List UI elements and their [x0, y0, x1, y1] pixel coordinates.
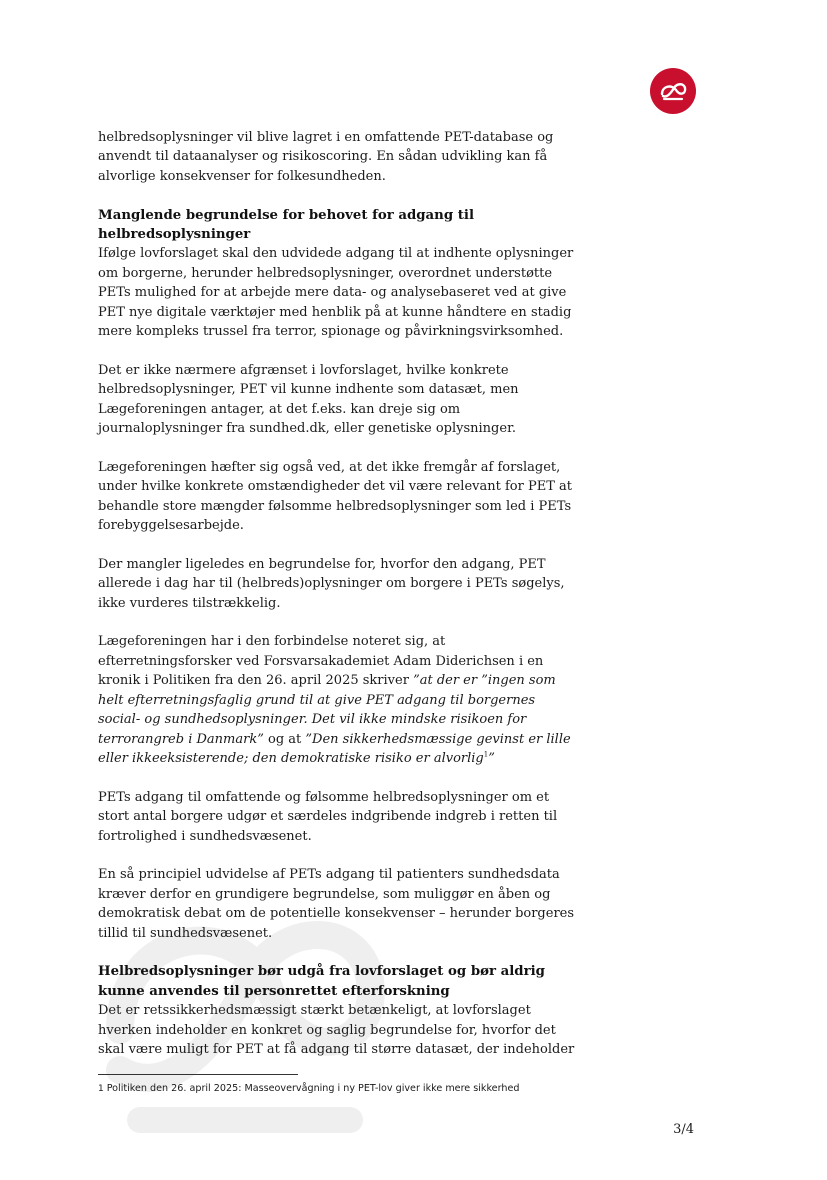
footnote-number: 1	[98, 1084, 104, 1094]
page-number: 3/4	[673, 1122, 694, 1137]
footnote	[98, 1082, 618, 1096]
paragraph: PETs adgang til omfattende og følsomme helbredsoplysninger om et stort antal borgere udgør et særdeles indgribende indgreb i retten til fortrolighed i sundhedsvæsenet.	[98, 789, 558, 844]
document-body	[98, 128, 578, 1079]
paragraph: Det er retssikkerhedsmæssigt stærkt betænkeligt, at lovforslaget hverken indeholder en konkret og saglig begrundelse for, hvorfor det skal være muligt for PET at få adgang til større datasæt, der indeholder	[98, 1003, 575, 1057]
paragraph-with-quote	[98, 632, 578, 768]
footnote-reference: 1	[483, 750, 489, 759]
paragraph: Lægeforeningen hæfter sig også ved, at det ikke fremgår af forslaget, under hvilke konkrete omstændigheder det vil være relevant for PET at behandle store mængder følsomme helbredsoplysninger som led i PETs forebyggelsesarbejde.	[98, 459, 572, 534]
footnote-divider	[98, 1074, 298, 1075]
quote: ”at der er ”ingen som helt efterretningsfaglig grund til at give PET adgang til borgernes social- og sundhedsoplysninger. Det vil ikke mindske risikoen for terrorangreb i Danmark”	[98, 673, 556, 747]
section-heading: Helbredsoplysninger bør udgå fra lovforslaget og bør aldrig kunne anvendes til personrettet efterforskning	[98, 964, 545, 999]
laegeforeningen-logo-icon	[650, 68, 696, 114]
paragraph: Ifølge lovforslaget skal den udvidede adgang til at indhente oplysninger om borgerne, herunder helbredsoplysninger, overordnet understøtte PETs mulighed for at arbejde mere data- og analysebaseret ved at give PET nye digitale værktøjer med henblik på at kunne håndtere en stadig mere kompleks trussel fra terror, spionage og påvirkningsvirksomhed.	[98, 246, 574, 340]
paragraph: helbredsoplysninger vil blive lagret i en omfattende PET-database og anvendt til dataanalyser og risikoscoring. En sådan udvikling kan få alvorlige konsekvenser for folkesundheden.	[98, 130, 554, 184]
quote: ”Den sikkerhedsmæssige gevinst er lille eller ikkeeksisterende; den demokratiske risiko er alvorlig	[98, 731, 571, 766]
quote-end: ”	[488, 750, 495, 766]
paragraph: En så principiel udvidelse af PETs adgang til patienters sundhedsdata kræver derfor en grundigere begrundelse, som muliggør en åben og demokratisk debat om de potentielle konsekvenser – herunder borgeres tillid til sundhedsvæsenet.	[98, 867, 575, 941]
section-heading: Manglende begrundelse for behovet for adgang til helbredsoplysninger	[98, 207, 475, 243]
paragraph-text: og at	[263, 731, 306, 747]
paragraph: Det er ikke nærmere afgrænset i lovforslaget, hvilke konkrete helbredsoplysninger, PET vil kunne indhente som datasæt, men Lægeforeningen antager, at det f.eks. kan dreje sig om journaloplysninger fra sundhed.dk, eller genetiske oplysninger.	[98, 362, 519, 437]
paragraph-text: Lægeforeningen har i den forbindelse noteret sig, at efterretningsforsker ved Forsvarsakademiet Adam Diderichsen i en kronik i Politiken fra den 26. april 2025 skriver	[98, 634, 544, 689]
paragraph: Der mangler ligeledes en begrundelse for, hvorfor den adgang, PET allerede i dag har til (helbreds)oplysninger om borgere i PETs søgelys, ikke vurderes tilstrækkelig.	[98, 556, 565, 611]
footnote-text: Politiken den 26. april 2025: Masseovervågning i ny PET-lov giver ikke mere sikkerhed	[106, 1083, 520, 1094]
